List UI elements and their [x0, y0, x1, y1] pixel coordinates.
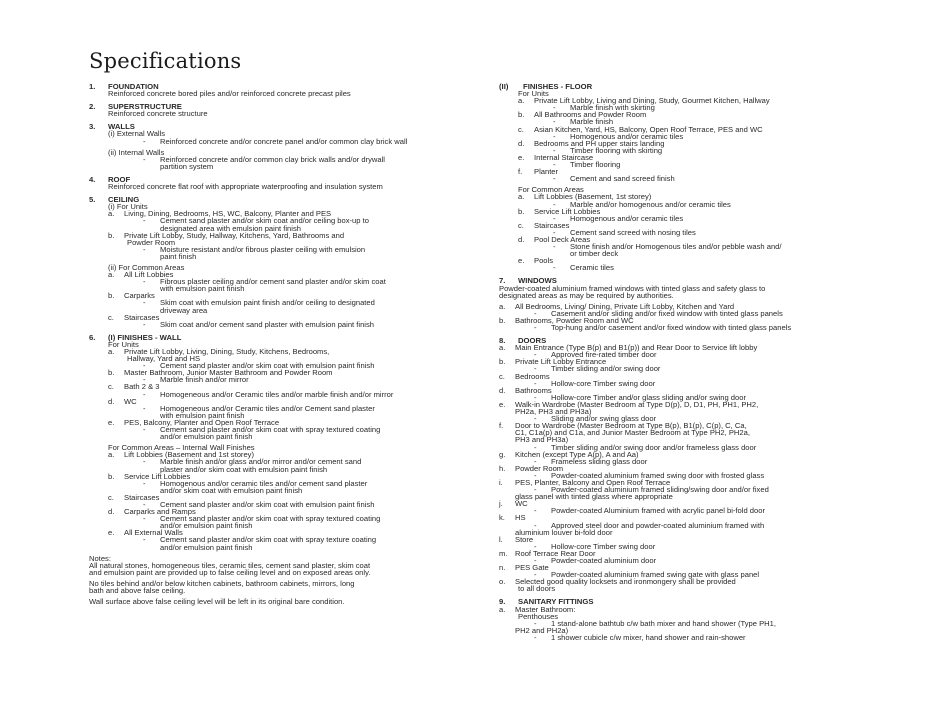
line-text: Private Lift Lobby, Living, Dining, Study, Kitchens, Bedrooms,	[124, 347, 330, 356]
line-text: Kitchen (except Type A(p), A and Aa)	[515, 449, 639, 459]
line-text: to all doors	[518, 584, 556, 594]
line-text: Skim coat and/or cement sand plaster with emulsion paint finish	[160, 319, 374, 329]
line-text: Approved steel door and powder-coated aluminium framed with	[551, 520, 765, 530]
dash-marker: -	[143, 478, 146, 488]
dash-marker: -	[143, 136, 146, 146]
line-text: bath and above false ceiling.	[89, 586, 186, 595]
line-text: Pool Deck Areas	[534, 234, 591, 244]
line-text: aluminium louver bi-fold door	[515, 527, 613, 537]
line-text: Bath 2 & 3	[124, 382, 160, 392]
spec-detail	[89, 246, 484, 253]
line-text: Approved fire-rated timber door	[551, 350, 657, 360]
line-text: PH2a, PH3 and PH3a)	[515, 407, 592, 417]
line-text: Reinforced concrete and/or concrete panel and/or common clay brick wall	[160, 136, 408, 146]
list-marker: m.	[499, 548, 508, 558]
list-marker: d.	[518, 138, 525, 148]
spec-detail	[89, 536, 484, 543]
dash-marker: -	[534, 506, 537, 516]
section-title: WINDOWS	[518, 276, 557, 286]
dash-marker: -	[143, 319, 146, 329]
list-item	[499, 208, 879, 215]
line-text: Frameless sliding glass door	[551, 456, 648, 466]
line-text: WC	[515, 499, 528, 509]
dash-marker: -	[534, 520, 537, 530]
line-text: Timber sliding and/or swing door	[551, 364, 661, 374]
list-marker: g.	[499, 449, 506, 459]
line-text: (i) For Units	[108, 202, 148, 212]
text-line	[89, 90, 484, 97]
list-marker: a.	[499, 301, 506, 311]
line-text: Marble finish and/or glass and/or mirror and/or cement sand	[160, 457, 362, 467]
line-text: All Bathrooms and Powder Room	[534, 110, 647, 120]
list-marker: e.	[518, 152, 525, 162]
line-text: All Bedrooms, Living/ Dining, Private Lift Lobby, Kitchen and Yard	[515, 301, 735, 311]
dash-marker: -	[553, 263, 556, 273]
section-title: WALLS	[108, 122, 135, 132]
dash-marker: -	[553, 103, 556, 113]
line-text: Staircases	[534, 220, 570, 230]
line-text: Carparks	[124, 291, 155, 301]
list-item	[499, 111, 879, 118]
list-marker: o.	[499, 577, 506, 587]
section-number: 1.	[89, 82, 96, 91]
line-text: Service Lift Lobbies	[534, 206, 601, 216]
line-text: Internal Staircase	[534, 152, 594, 162]
list-marker: a.	[518, 192, 525, 202]
spec-detail	[89, 138, 484, 145]
list-marker: f.	[499, 421, 504, 431]
line-text: and/or emulsion paint finish	[160, 521, 253, 531]
section-heading	[89, 334, 484, 341]
text-line	[499, 250, 879, 257]
line-text: PES, Balcony, Planter and Open Roof Terrace	[124, 417, 280, 427]
line-text: Cement sand plaster and/or skim coat with spray textured coating	[160, 425, 381, 435]
dash-marker: -	[143, 389, 146, 399]
list-marker: c.	[518, 124, 524, 134]
list-item	[499, 257, 879, 264]
line-text: with emulsion paint finish	[160, 284, 245, 294]
list-item	[499, 97, 879, 104]
line-text: or timber deck	[570, 249, 619, 259]
spec-detail	[499, 634, 879, 641]
line-text: Homogenous and/or ceramic tiles	[570, 131, 684, 141]
line-text: with emulsion paint finish	[160, 410, 245, 420]
line-text: designated areas as may be required by authorities.	[499, 290, 674, 300]
list-marker: a.	[518, 96, 525, 106]
text-line	[89, 163, 484, 170]
section-number: 2.	[89, 102, 96, 112]
list-marker: d.	[499, 385, 506, 395]
list-marker: k.	[499, 513, 505, 523]
section-number: 7.	[499, 276, 506, 286]
line-text: Store	[515, 534, 534, 544]
line-text: Cement and sand screed finish	[570, 174, 675, 184]
line-text: Powder-coated aluminium framed sliding/swing door and/or fixed	[551, 485, 769, 495]
line-text: Powder-coated aluminium framed swing gate with glass panel	[551, 570, 760, 580]
dash-marker: -	[534, 414, 537, 424]
line-text: Sliding and/or swing glass door	[551, 414, 657, 424]
list-item	[499, 578, 879, 585]
line-text: Cement sand plaster and/or skim coat with spray texture coating	[160, 535, 377, 545]
spec-detail	[499, 365, 879, 372]
line-text: 1 stand-alone bathtub c/w bath mixer and hand shower (Type PH1,	[551, 618, 776, 628]
page-title: Specifications	[89, 49, 242, 73]
line-text: Powder Room	[127, 237, 176, 247]
line-text: Selected good quality locksets and ironmongery shall be provided	[515, 577, 736, 587]
section-title: DOORS	[518, 336, 547, 346]
line-text: Staircases	[124, 312, 160, 322]
list-marker: h.	[499, 463, 506, 473]
line-text: Staircases	[124, 492, 160, 502]
dash-marker: -	[534, 618, 537, 628]
dash-marker: -	[534, 470, 537, 480]
line-text: Door to Wardrobe (Master Bedroom at Type B(p), B1(p), C(p), C, Ca,	[515, 421, 747, 431]
dash-marker: -	[143, 425, 146, 435]
line-text: plaster and/or skim coat with emulsion paint finish	[160, 464, 328, 474]
line-text: Roof Terrace Rear Door	[515, 548, 596, 558]
dash-marker: -	[534, 350, 537, 360]
list-item	[89, 369, 484, 376]
line-text: Master Bathroom:	[515, 604, 576, 614]
dash-marker: -	[143, 457, 146, 467]
line-text: Asian Kitchen, Yard, HS, Balcony, Open Roof Terrace, PES and WC	[534, 124, 763, 134]
line-text: Main Entrance (Type B(p) and B1(p)) and Rear Door to Service lift lobby	[515, 343, 758, 353]
line-text: Penthouses	[518, 611, 559, 621]
line-text: (ii) For Common Areas	[108, 262, 185, 272]
dash-marker: -	[534, 308, 537, 318]
text-line	[89, 433, 484, 440]
line-text: Private Lift Lobby Entrance	[515, 357, 607, 367]
line-text: Reinforced concrete structure	[108, 109, 208, 119]
line-text: All Lift Lobbies	[124, 270, 174, 280]
line-text: Stone finish and/or Homogenous tiles and/or pebble wash and/	[570, 242, 782, 252]
line-text: Bathrooms	[515, 385, 552, 395]
list-marker: i.	[499, 477, 503, 487]
line-text: Pools	[534, 256, 553, 266]
line-text: Marble and/or homogenous and/or ceramic tiles	[570, 199, 731, 209]
text-line	[499, 292, 879, 299]
line-text: Wall surface above false ceiling level will be left in its original bare condition.	[89, 597, 345, 607]
dash-marker: -	[553, 145, 556, 155]
dash-marker: -	[534, 323, 537, 332]
section-number: (II)	[499, 82, 509, 91]
dash-marker: -	[553, 174, 556, 184]
text-line	[89, 110, 484, 117]
list-marker: b.	[108, 230, 115, 240]
line-text: Powder-coated aluminium framed windows with tinted glass and safety glass to	[499, 283, 766, 293]
line-text: Master Bathroom, Junior Master Bathroom and Powder Room	[124, 368, 333, 378]
list-marker: l.	[499, 534, 503, 544]
line-text: Skim coat with emulsion paint finish and/or ceiling to designated	[160, 298, 375, 308]
dash-marker: -	[143, 499, 146, 509]
section-number: 6.	[89, 332, 96, 342]
line-text: Bathrooms, Powder Room and WC	[515, 315, 634, 325]
spec-detail	[89, 391, 484, 398]
section-number: 9.	[499, 597, 506, 607]
line-text: Lift Lobbies (Basement, 1st storey)	[534, 192, 652, 202]
line-text: paint finish	[160, 251, 197, 261]
line-text: Marble finish	[570, 117, 614, 127]
line-text: Ceramic tiles	[570, 263, 614, 273]
dash-marker: -	[143, 375, 146, 385]
dash-marker: -	[534, 541, 537, 551]
line-text: Reinforced concrete and/or common clay brick walls and/or drywall	[160, 154, 385, 164]
list-marker: b.	[108, 291, 115, 301]
line-text: Powder Room	[515, 463, 564, 473]
dash-marker: -	[553, 227, 556, 237]
dash-marker: -	[143, 277, 146, 287]
dash-marker: -	[553, 117, 556, 127]
list-marker: b.	[108, 471, 115, 481]
dash-marker: -	[534, 570, 537, 580]
line-text: 1 shower cubicle c/w mixer, hand shower and rain-shower	[551, 632, 746, 642]
line-text: Homogenous and/or ceramic tiles and/or cement sand plaster	[160, 478, 368, 488]
text-line	[89, 598, 484, 605]
list-marker: a.	[108, 450, 115, 460]
text-line	[89, 587, 484, 594]
line-text: Powder-coated Aluminium framed with acrylic panel bi-fold door	[551, 506, 765, 516]
spec-detail	[89, 405, 484, 412]
line-text: No tiles behind and/or below kitchen cabinets, bathroom cabinets, mirrors, long	[89, 578, 355, 588]
list-marker: d.	[108, 396, 115, 406]
line-text: Homogenous and/or ceramic tiles	[570, 213, 684, 223]
line-text: Hollow-core Timber swing door	[551, 378, 656, 388]
list-marker: b.	[108, 368, 115, 378]
line-text: Timber flooring with skirting	[570, 145, 663, 155]
spec-detail	[499, 175, 879, 182]
line-text: Hallway, Yard and HS	[127, 354, 201, 364]
dash-marker: -	[534, 378, 537, 388]
line-text: Cement sand screed with nosing tiles	[570, 227, 696, 237]
text-line	[89, 569, 484, 576]
line-text: Bedrooms	[515, 371, 550, 381]
spec-detail	[89, 426, 484, 433]
line-text: Hollow-core Timber and/or glass sliding and/or swing door	[551, 392, 746, 402]
section-number: 3.	[89, 122, 96, 132]
text-line	[89, 253, 484, 260]
dash-marker: -	[553, 213, 556, 223]
line-text: Cement sand plaster and/or skim coat and/or ceiling box-up to	[160, 216, 369, 226]
list-marker: b.	[499, 315, 506, 325]
line-text: Timber flooring	[570, 160, 621, 170]
section-number: 5.	[89, 195, 96, 205]
list-item	[499, 126, 879, 133]
list-marker: a.	[108, 209, 115, 219]
list-marker: c.	[108, 312, 114, 322]
section-title: SUPERSTRUCTURE	[108, 102, 182, 112]
list-marker: e.	[499, 399, 506, 409]
line-text: For Common Areas	[518, 185, 584, 195]
line-text: and/or emulsion paint finish	[160, 432, 253, 442]
line-text: Homogeneous and/or Ceramic tiles and/or marble finish and/or mirror	[160, 389, 394, 399]
line-text: (i) External Walls	[108, 129, 166, 139]
section-number: 8.	[499, 336, 506, 346]
line-text: For Units	[108, 339, 139, 349]
dash-marker: -	[534, 364, 537, 374]
line-text: Cement sand plaster and/or skim coat with emulsion paint finish	[160, 361, 375, 371]
list-marker: c.	[499, 371, 505, 381]
line-text: Notes:	[89, 553, 111, 563]
line-text: glass panel with tinted glass where appropriate	[515, 492, 673, 502]
list-item	[499, 154, 879, 161]
text-line	[89, 544, 484, 551]
list-marker: e.	[108, 417, 115, 427]
section-title: ROOF	[108, 174, 131, 184]
dash-marker: -	[143, 298, 146, 308]
specifications-left-column	[89, 83, 484, 605]
line-text: (ii) Internal Walls	[108, 147, 165, 157]
line-text: Marble finish with skirting	[570, 103, 655, 113]
section-number: 4.	[89, 174, 96, 184]
list-item	[499, 168, 879, 175]
line-text: PH3 and PH3a)	[515, 435, 569, 445]
dash-marker: -	[534, 632, 537, 642]
line-text: PH2 and PH2a)	[515, 625, 569, 635]
section-title: FINISHES - FLOOR	[523, 82, 593, 91]
line-text: Bedrooms and PH upper stairs landing	[534, 138, 665, 148]
dash-marker: -	[534, 456, 537, 466]
list-marker: a.	[108, 347, 115, 356]
line-text: Private Lift Lobby, Living and Dining, Study, Gourmet Kitchen, Hallway	[534, 96, 770, 106]
dash-marker: -	[553, 242, 556, 252]
dash-marker: -	[143, 154, 146, 164]
spec-detail	[89, 299, 484, 306]
line-text: Private Lift Lobby, Study, Hallway, Kitchens, Yard, Bathrooms and	[124, 230, 345, 240]
dash-marker: -	[143, 244, 146, 254]
text-line	[499, 529, 879, 536]
dash-marker: -	[553, 160, 556, 170]
list-marker: d.	[108, 507, 115, 517]
list-marker: c.	[108, 382, 114, 392]
line-text: Moisture resistant and/or fibrous plaster ceiling with emulsion	[160, 244, 366, 254]
line-text: partition system	[160, 161, 214, 171]
dash-marker: -	[143, 514, 146, 524]
line-text: HS	[515, 513, 526, 523]
list-marker: a.	[499, 343, 506, 353]
list-marker: j.	[499, 499, 503, 509]
list-marker: b.	[499, 357, 506, 367]
line-text: and/or emulsion paint finish	[160, 542, 253, 552]
dash-marker: -	[553, 131, 556, 141]
line-text: Powder-coated aluminium framed swing door with frosted glass	[551, 470, 765, 480]
list-marker: b.	[518, 206, 525, 216]
list-marker: c.	[108, 492, 114, 502]
text-line	[499, 493, 879, 500]
line-text: driveway area	[160, 305, 208, 315]
spec-detail	[89, 278, 484, 285]
line-text: and emulsion paint are provided up to false ceiling level and on exposed areas only.	[89, 567, 371, 577]
line-text: Living, Dining, Bedrooms, HS, WC, Balcony, Planter and PES	[124, 209, 332, 219]
spec-detail	[499, 557, 879, 564]
line-text: Planter	[534, 167, 559, 177]
dash-marker: -	[143, 216, 146, 226]
line-text: All External Walls	[124, 528, 183, 538]
spec-detail	[499, 264, 879, 271]
line-text: Reinforced concrete flat roof with appropriate waterproofing and insulation system	[108, 182, 383, 192]
dash-marker: -	[534, 556, 537, 565]
line-text: Powder-coated aluminium door	[551, 556, 657, 565]
line-text: Carparks and Ramps	[124, 507, 196, 517]
spec-detail	[89, 321, 484, 328]
dash-marker: -	[534, 392, 537, 402]
specifications-right-column	[499, 83, 879, 641]
line-text: Homogeneous and/or Ceramic tiles and/or Cement sand plaster	[160, 403, 375, 413]
spec-detail	[499, 243, 879, 250]
line-text: C1, C1a(p) and C1a, and Junior Master Bedroom at Type PH2, PH2a,	[515, 428, 750, 438]
list-marker: b.	[518, 110, 525, 120]
line-text: and/or skim coat with emulsion paint finish	[160, 485, 303, 495]
section-heading	[499, 83, 879, 90]
line-text: Reinforced concrete bored piles and/or reinforced concrete precast piles	[108, 89, 351, 99]
line-text: Cement sand plaster and/or skim coat with emulsion paint finish	[160, 499, 375, 509]
section-heading	[89, 196, 484, 203]
section-title: SANITARY FITTINGS	[518, 597, 594, 607]
list-marker: e.	[518, 256, 525, 266]
line-text: Casement and/or sliding and/or fixed window with tinted glass panels	[551, 308, 783, 318]
list-marker: c.	[518, 220, 524, 230]
line-text: Marble finish and/or mirror	[160, 375, 249, 385]
list-marker: a.	[499, 604, 506, 614]
list-marker: a.	[108, 270, 115, 280]
list-item	[499, 140, 879, 147]
dash-marker: -	[534, 485, 537, 495]
section-title: CEILING	[108, 195, 140, 205]
line-text: Top-hung and/or casement and/or fixed window with tinted glass panels	[551, 323, 792, 332]
line-text: For Common Areas – Internal Wall Finishes	[108, 443, 255, 453]
list-marker: e.	[108, 528, 115, 538]
dash-marker: -	[534, 442, 537, 452]
spec-detail	[89, 156, 484, 163]
line-text: PES Gate	[515, 563, 549, 573]
list-marker: d.	[518, 234, 525, 244]
line-text: Timber sliding and/or swing door and/or frameless glass door	[551, 442, 757, 452]
spec-detail	[499, 324, 879, 331]
text-line	[499, 585, 879, 592]
list-marker: n.	[499, 563, 506, 573]
dash-marker: -	[143, 403, 146, 413]
spec-detail	[499, 380, 879, 387]
list-marker: f.	[518, 167, 523, 177]
line-text: Hollow-core Timber swing door	[551, 541, 656, 551]
section-title: FOUNDATION	[108, 82, 159, 91]
line-text: PES, Planter, Balcony and Open Roof Terrace	[515, 477, 671, 487]
dash-marker: -	[143, 535, 146, 545]
line-text: Cement sand plaster and/or skim coat with spray textured coating	[160, 514, 381, 524]
text-line	[89, 183, 484, 190]
line-text: WC	[124, 396, 137, 406]
line-text: designated area with emulsion paint finish	[160, 223, 301, 233]
section-title: (I) FINISHES - WALL	[108, 332, 182, 342]
line-text: Lift Lobbies (Basement and 1st storey)	[124, 450, 255, 460]
dash-marker: -	[553, 199, 556, 209]
dash-marker: -	[143, 361, 146, 371]
spec-detail	[499, 507, 879, 514]
line-text: Walk-in Wardrobe (Master Bedroom at Type D(p), D, D1, PH, PH1, PH2,	[515, 399, 759, 409]
spec-detail	[89, 515, 484, 522]
line-text: For Units	[518, 89, 549, 99]
line-text: Fibrous plaster ceiling and/or cement sand plaster and/or skim coat	[160, 277, 386, 287]
line-text: All natural stones, homogeneous tiles, ceramic tiles, cement sand plaster, skim coat	[89, 560, 371, 570]
line-text: Service Lift Lobbies	[124, 471, 191, 481]
